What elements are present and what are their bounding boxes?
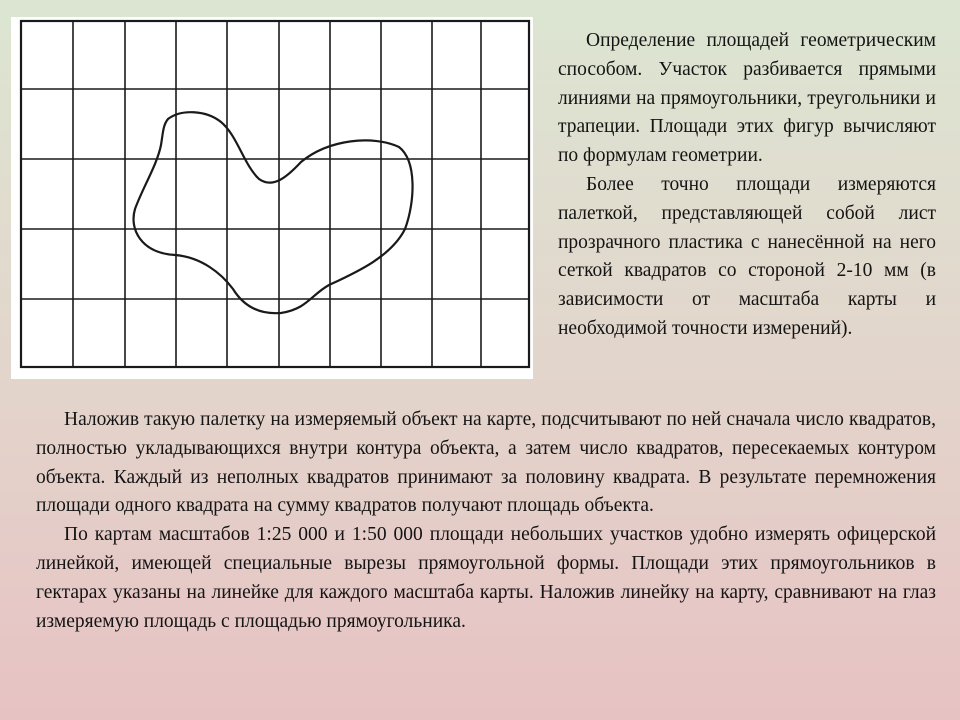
grid-border <box>21 21 529 367</box>
main-text-block <box>36 406 936 636</box>
paragraph-officer-ruler: По картам масштабов 1:25 000 и 1:50 000 площади небольших участков удобно измерять офицерской линейкой, имеющей специальные вырезы прямоугольной формы. Площади этих прямоугольников в гектарах указаны на линейке для каждого масштаба карты. Наложив линейку на карту, сравнивают на глаз измеряемую площадь с площадью прямоугольника. <box>36 524 936 632</box>
paragraph-geometric-method: Определение площадей геометрическим способом. Участок разбивается прямыми линиями на прямоугольники, треугольники и трапеции. Площади этих фигур вычисляют по формулам геометрии. <box>558 30 936 167</box>
paragraph-palette-counting: Наложив такую палетку на измеряемый объект на карте, подсчитывают по ней сначала число квадратов, полностью укладывающихся внутри контура объекта, а затем число квадратов, пересекаемых контуром объекта. Каждый из неполных квадратов принимают за половину квадрата. В результате перемножения площади одного квадрата на сумму квадратов получают площадь объекта. <box>36 409 936 517</box>
paragraph-palette-method: Более точно площади измеряются палеткой, представляющей собой лист прозрачного пластика с нанесённой на него сеткой квадратов со стороной 2-10 мм (в зависимости от масштаба карты и необходимой точности измерений). <box>558 173 936 339</box>
side-text-block <box>558 27 936 344</box>
grid-vertical-lines <box>73 21 481 367</box>
grid-figure <box>11 17 533 379</box>
palette-grid-diagram <box>11 17 533 379</box>
grid-horizontal-lines <box>21 89 529 299</box>
